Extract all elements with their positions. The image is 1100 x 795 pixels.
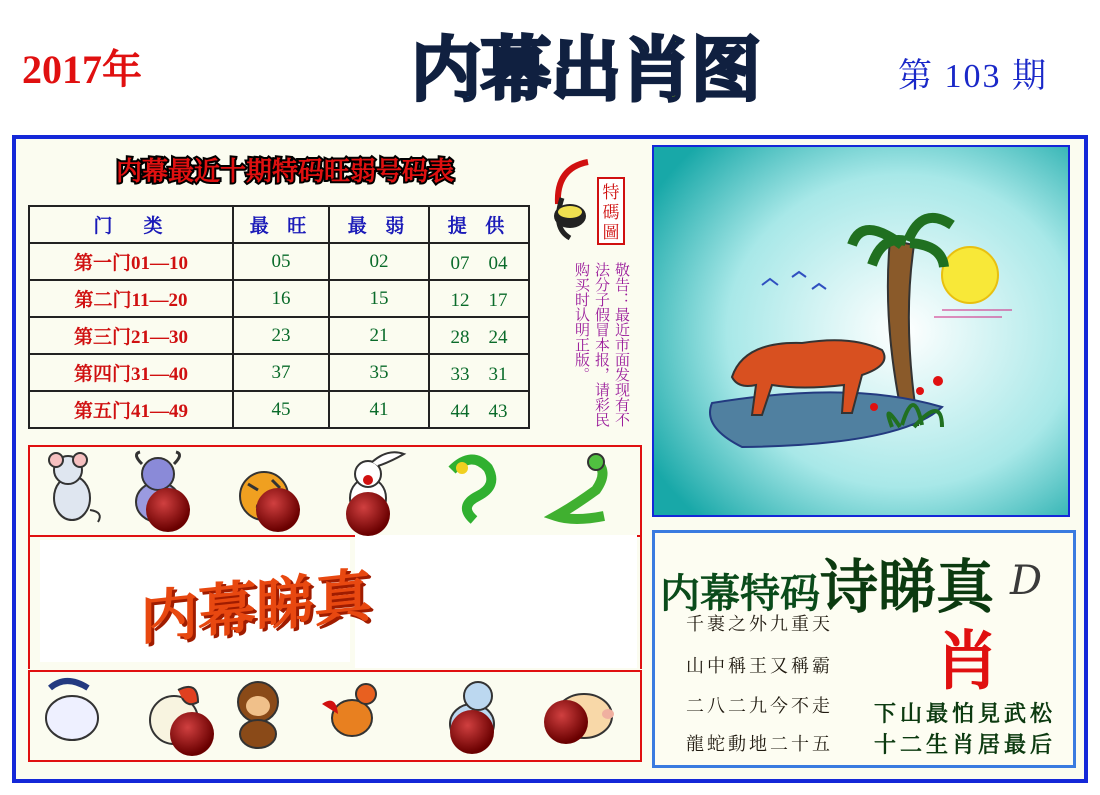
table-title xyxy=(112,150,507,190)
stamp-logo xyxy=(548,158,628,248)
marker-ball xyxy=(170,712,214,756)
cell-cold: 02 xyxy=(329,243,429,280)
cell-hot: 23 xyxy=(233,317,329,354)
marker-ball xyxy=(346,492,390,536)
dragon-icon xyxy=(438,450,508,526)
table-row xyxy=(29,243,529,280)
cell-cold: 35 xyxy=(329,354,429,391)
marker-ball xyxy=(146,488,190,532)
marker-ball xyxy=(256,488,300,532)
issue-number: 第 103 期 xyxy=(898,58,1048,95)
monkey-icon xyxy=(224,674,294,750)
title-text: 内幕出肖图 xyxy=(411,29,761,108)
year-label: 2017年 xyxy=(22,47,142,92)
poem-title-b: 诗睇真 xyxy=(820,553,995,621)
cell-hot: 45 xyxy=(233,391,329,428)
poem-answer: 肖 xyxy=(935,624,999,699)
poem-title-a: 内幕特码 xyxy=(660,570,820,617)
snake-icon xyxy=(544,450,614,526)
cell-cold: 21 xyxy=(329,317,429,354)
table-row xyxy=(29,317,529,354)
table-row xyxy=(29,354,529,391)
cell-offer: 28 24 xyxy=(429,317,529,354)
poem-right-line: 十二生肖居最后 xyxy=(874,732,1057,758)
table-row xyxy=(29,391,529,428)
cell-hot: 16 xyxy=(233,280,329,317)
stamp-char-1: 特 xyxy=(602,183,620,203)
poem-line: 龍蛇動地二十五 xyxy=(686,734,833,755)
col-header-cold: 最 弱 xyxy=(329,206,429,243)
number-table xyxy=(28,205,530,429)
brand-text: 内幕睇真 xyxy=(140,560,373,654)
stamp-char-3: 圖 xyxy=(602,223,620,243)
cell-group: 第一门01—10 xyxy=(29,243,233,280)
cell-group: 第五门41—49 xyxy=(29,391,233,428)
page-title xyxy=(405,28,845,108)
col-header-offer: 提 供 xyxy=(429,206,529,243)
cell-cold: 41 xyxy=(329,391,429,428)
marker-ball xyxy=(544,700,588,744)
dog-illustration xyxy=(652,145,1070,517)
cell-cold: 15 xyxy=(329,280,429,317)
table-row xyxy=(29,280,529,317)
marker-ball xyxy=(450,710,494,754)
notice-text: 敬告：最近市面发现有不法分子假冒本报，请彩民购买时认明正版。 xyxy=(573,262,631,427)
col-header-hot: 最 旺 xyxy=(233,206,329,243)
sun-icon xyxy=(942,247,998,303)
cell-offer: 44 43 xyxy=(429,391,529,428)
horse-icon xyxy=(36,674,106,750)
poem-line: 二八二九今不走 xyxy=(686,696,833,717)
cell-hot: 05 xyxy=(233,243,329,280)
rooster-icon xyxy=(318,674,388,750)
cell-offer: 33 31 xyxy=(429,354,529,391)
cell-offer: 07 04 xyxy=(429,243,529,280)
col-header-category: 门 类 xyxy=(29,206,233,243)
cell-hot: 37 xyxy=(233,354,329,391)
cell-offer: 12 17 xyxy=(429,280,529,317)
stamp-char-2: 碼 xyxy=(602,203,620,223)
cell-group: 第三门21—30 xyxy=(29,317,233,354)
poem-right-line: 下山最怕見武松 xyxy=(874,701,1057,727)
rat-icon xyxy=(38,450,108,526)
cell-group: 第二门11—20 xyxy=(29,280,233,317)
poem-line: 千裹之外九重天 xyxy=(686,614,833,635)
middle-right-blank xyxy=(355,535,637,668)
table-title-text: 内幕最近十期特码旺弱号码表 xyxy=(116,157,455,187)
poem-ornament: D xyxy=(1010,558,1043,604)
poem-line: 山中稱王又稱霸 xyxy=(686,656,833,677)
cell-group: 第四门31—40 xyxy=(29,354,233,391)
